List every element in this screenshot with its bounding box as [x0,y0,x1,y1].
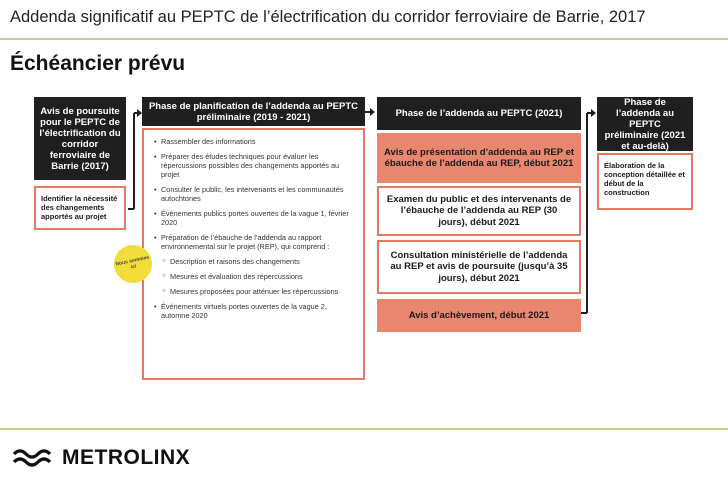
list-item: • Consulter le public, les intervenants et les communautés autochtones [154,185,356,203]
col2-activity-list [154,137,356,326]
step-text: Avis d’achèvement, début 2021 [408,309,550,321]
list-subitem: ○ Mesures proposées pour atténuer les répercussions [154,287,356,296]
col3-step-3 [377,240,581,294]
col4-title-box [597,97,693,151]
list-item: • Préparer des études techniques pour évaluer les répercussions possibles des changements apportés au projet [154,152,356,179]
col1-title: Avis de poursuite pour le PEPTC de l’électrification du corridor ferroviaire de Barrie (2017) [39,105,121,172]
col1-note: Identifier la nécessité des changements apportés au projet [41,194,118,221]
step-text: Examen du public et des intervenants de l’ébauche de l’addenda au REP (30 jours), début 2021 [386,193,572,228]
col1-note-box [34,186,126,230]
top-divider [0,38,728,40]
arrow-1-icon [126,104,142,214]
col1-title-box [34,97,126,180]
step-text: Consultation ministérielle de l’addenda au REP et avis de poursuite (jusqu’à 35 jours), début 2021 [390,249,568,284]
col4-note-box [597,153,693,210]
arrow-3-icon [581,104,597,318]
col3-step-1 [377,133,581,183]
list-item: • Événements virtuels portes ouvertes de la vague 2, automne 2020 [154,302,356,320]
list-item: • Préparation de l’ébauche de l’addenda au rapport environnemental sur le projet (REP), qui comprend : [154,233,356,251]
header-title: Addenda significatif au PEPTC de l’électrification du corridor ferroviaire de Barrie, 2017 [10,8,646,26]
col4-note: Élaboration de la conception détaillée et début de la construction [604,161,685,197]
col3-title: Phase de l’addenda au PEPTC (2021) [395,108,563,119]
section-title: Échéancier prévu [10,52,186,75]
col2-title-box [142,97,365,126]
col4-title: Phase de l’addenda au PEPTC préliminaire (2021 et au-delà) [604,96,686,152]
step-text: Avis de présentation d’addenda au REP et ébauche de l’addenda au REP, début 2021 [383,146,575,169]
col3-step-4 [377,299,581,332]
badge-label: Nous sommes ici [115,254,150,271]
list-subitem: ○ Mesures et évaluation des répercussions [154,272,356,281]
logo-text: METROLINX [62,446,191,469]
metrolinx-logo [12,446,190,470]
col2-title: Phase de planification de l’addenda au PEPTC préliminaire (2019 - 2021) [148,100,359,123]
list-item: • Événements publics portes ouvertes de la vague 1, février 2020 [154,209,356,227]
arrow-2-icon [365,104,377,120]
col3-title-box [377,97,581,130]
list-item: • Rassembler des informations [154,137,356,146]
metrolinx-wave-icon [12,448,56,468]
list-subitem: ○ Description et raisons des changements [154,257,356,266]
bottom-divider [0,428,728,430]
col3-step-2 [377,186,581,236]
